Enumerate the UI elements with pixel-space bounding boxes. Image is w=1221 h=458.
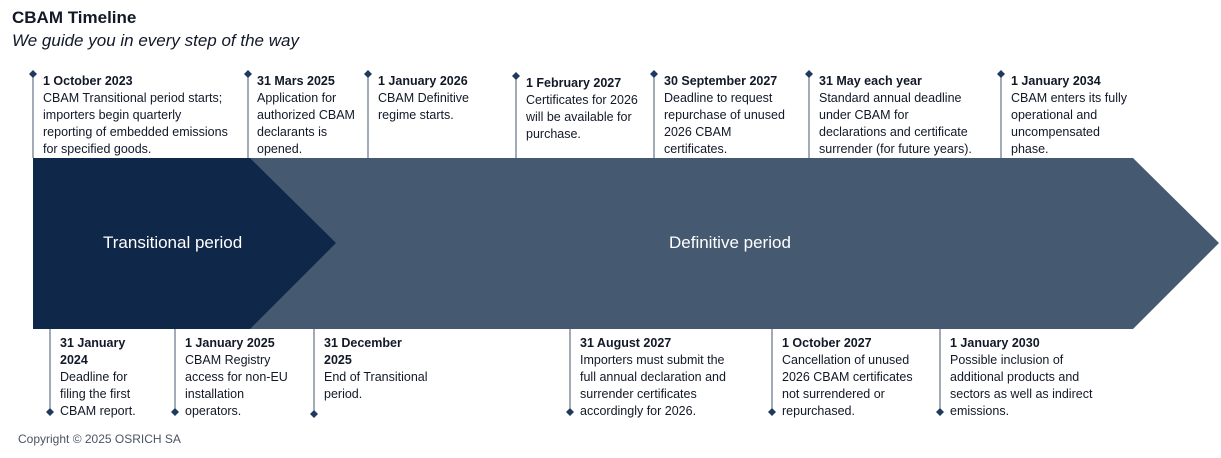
definitive-period-label: Definitive period: [669, 233, 791, 252]
timeline-marker-diamond: [566, 408, 574, 416]
event-date: 31 December 2025: [324, 336, 402, 367]
event-oct-2023: [43, 73, 248, 158]
event-date: 1 February 2027: [526, 76, 622, 90]
event-sep-2027: [664, 73, 807, 158]
event-text: CBAM Transitional period starts; importers begin quarterly reporting of embedded emissions for specified goods.: [43, 91, 228, 156]
event-date: 31 Mars 2025: [257, 74, 335, 88]
event-date: 31 May each year: [819, 74, 922, 88]
timeline-marker-diamond: [29, 70, 37, 78]
event-jan-2025: [185, 335, 310, 420]
event-date: 1 January 2034: [1011, 74, 1101, 88]
event-date: 30 September 2027: [664, 74, 778, 88]
event-text: Deadline to request repurchase of unused 2026 CBAM certificates.: [664, 91, 785, 156]
event-date: 1 January 2025: [185, 336, 275, 350]
page-subtitle: We guide you in every step of the way: [12, 31, 299, 50]
timeline-marker-diamond: [310, 410, 318, 418]
copyright-notice: Copyright © 2025 OSRICH SA: [18, 432, 181, 446]
event-date: 31 August 2027: [580, 336, 672, 350]
event-date: 1 January 2026: [378, 74, 468, 88]
timeline-marker-diamond: [171, 408, 179, 416]
event-text: Certificates for 2026 will be available for purchase.: [526, 93, 638, 141]
event-text: CBAM Registry access for non-EU installation operators.: [185, 353, 288, 418]
event-oct-2027: [782, 335, 937, 420]
transitional-period-label: Transitional period: [103, 233, 243, 252]
page-title: CBAM Timeline: [12, 8, 137, 27]
event-mar-2025: [257, 73, 367, 158]
event-text: CBAM enters its fully operational and uncompensated phase.: [1011, 91, 1128, 156]
timeline-marker-diamond: [512, 72, 520, 80]
timeline-marker-diamond: [46, 408, 54, 416]
event-text: CBAM Definitive regime starts.: [378, 91, 469, 122]
timeline-marker-diamond: [936, 408, 944, 416]
timeline-marker-diamond: [768, 408, 776, 416]
event-aug-2027: [580, 335, 760, 420]
event-jan-2026: [378, 73, 508, 124]
event-jan-2024: [60, 335, 170, 420]
event-text: Application for authorized CBAM declarants is opened.: [257, 91, 355, 156]
event-text: Deadline for filing the first CBAM report.: [60, 370, 136, 418]
event-jan-2034: [1011, 73, 1161, 158]
event-text: Possible inclusion of additional products and sectors as well as indirect emissions.: [950, 353, 1093, 418]
event-text: Importers must submit the full annual declaration and surrender certificates accordingly for 2026.: [580, 353, 726, 418]
event-dec-2025: [324, 335, 454, 403]
event-date: 31 January 2024: [60, 336, 126, 367]
event-jan-2030: [950, 335, 1125, 420]
event-text: Cancellation of unused 2026 CBAM certificates not surrendered or repurchased.: [782, 353, 913, 418]
event-feb-2027: [526, 75, 653, 143]
event-date: 1 October 2023: [43, 74, 133, 88]
event-text: Standard annual deadline under CBAM for declarations and certificate surrender (for future years).: [819, 91, 972, 156]
event-date: 1 October 2027: [782, 336, 872, 350]
event-date: 1 January 2030: [950, 336, 1040, 350]
event-text: End of Transitional period.: [324, 370, 428, 401]
event-may-each-year: [819, 73, 999, 158]
